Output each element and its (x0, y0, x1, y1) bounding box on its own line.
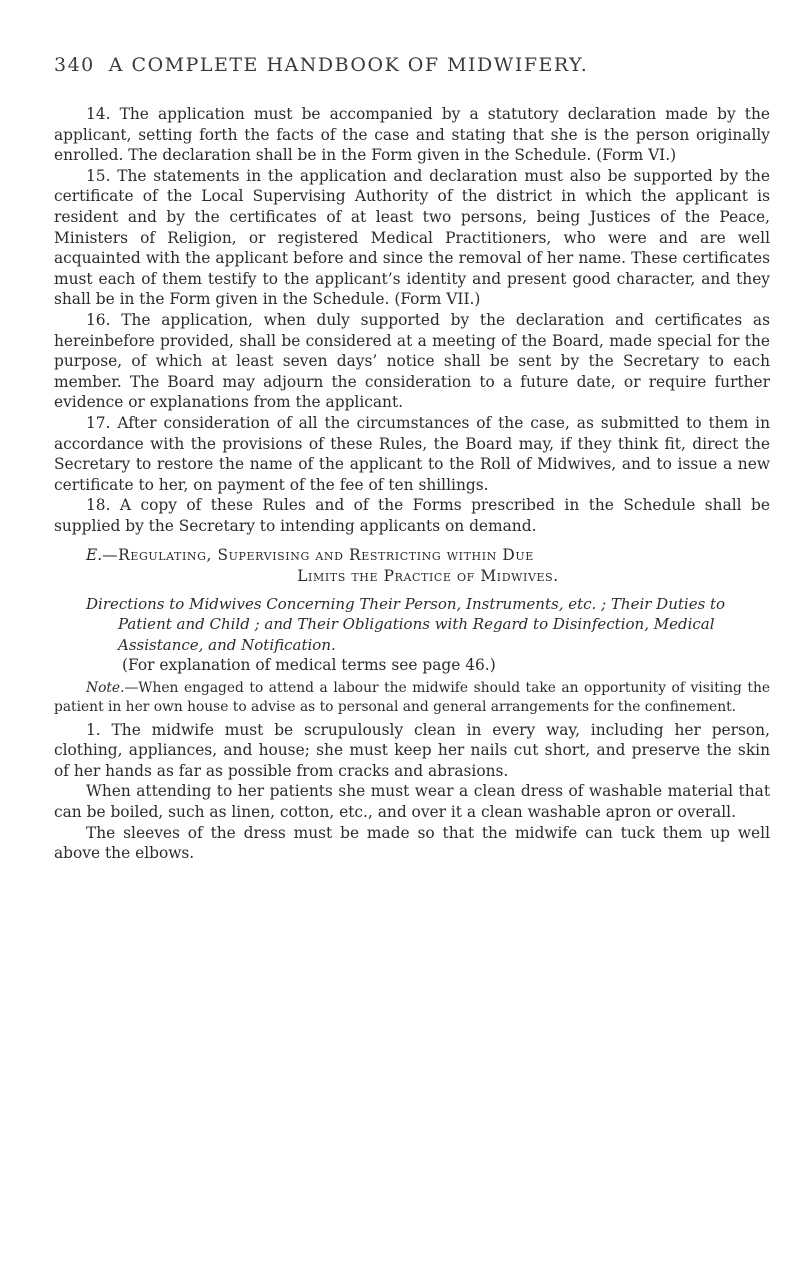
explanation-reference: (For explanation of medical terms see page 46.) (122, 656, 496, 675)
note-label: Note. (86, 680, 125, 697)
section-e-title-line2: Limits the Practice of Midwives. (297, 567, 559, 586)
paragraph-14: 14. The application must be accompanied by a statutory declaration made by the applicant, setting forth the facts of the case and stating that she is the person originally enrolled. The declaration shall be in the Form given in the Schedule. (Form VI.) (54, 105, 770, 165)
section-e-letter: E. (86, 546, 103, 565)
rule-1-dress: When attending to her patients she must wear a clean dress of washable material that can be boiled, such as linen, cotton, etc., and over it a clean washable apron or overall. (54, 782, 770, 821)
note-text: —When engaged to attend a labour the midwife should take an opportunity of visiting the patient in her own house to advise as to personal and general arrangements for the confinement. (54, 680, 770, 715)
page-number: 340 (54, 54, 95, 76)
paragraph-17: 17. After consideration of all the circumstances of the case, as submitted to them in accordance with the provisions of these Rules, the Board may, if they think fit, direct the Secretary to restore the name of the applicant to the Roll of Midwives, and to issue a new certificate to her, on payment of the fee of ten shillings. (54, 413, 770, 494)
running-title: A COMPLETE HANDBOOK OF MIDWIFERY. (108, 54, 589, 76)
section-e-heading (54, 545, 770, 586)
directions-subheading: Directions to Midwives Concerning Their Person, Instruments, etc. ; Their Duties to Patient and Child ; and Their Obligations with Regard to Disinfection, Medical Assistance, and Notification. (86, 594, 726, 654)
note-paragraph (54, 679, 770, 717)
running-header (54, 54, 754, 76)
paragraph-18: 18. A copy of these Rules and of the Forms prescribed in the Schedule shall be supplied by the Secretary to intending applicants on demand. (54, 496, 770, 535)
rule-1-sleeves: The sleeves of the dress must be made so that the midwife can tuck them up well above the elbows. (54, 823, 770, 863)
section-e-title-line1: —Regulating, Supervising and Restricting within Due (102, 546, 534, 565)
paragraph-15: 15. The statements in the application and declaration must also be supported by the certificate of the Local Supervising Authority of the district in which the applicant is resident and by the certificates of at least two persons, being Justices of the Peace, Ministers of Religion, or registered Medical Practitioners, who were and are well acquainted with the applicant before and since the removal of her name. These certificates must each of them testify to the applicant’s identity and present good character, and they shall be in the Form given in the Schedule. (Form VII.) (54, 166, 770, 309)
body-text (54, 104, 770, 864)
paragraph-16: 16. The application, when duly supported by the declaration and certificates as hereinbefore provided, shall be considered at a meeting of the Board, made special for the purpose, of which at least seven days’ notice shall be sent by the Secretary to each member. The Board may adjourn the consideration to a future date, or require further evidence or explanations from the applicant. (54, 310, 770, 412)
rule-1: 1. The midwife must be scrupulously clean in every way, including her person, clothing, appliances, and house; she must keep her nails cut short, and preserve the skin of her hands as far as possible from cracks and abrasions. (54, 720, 770, 780)
